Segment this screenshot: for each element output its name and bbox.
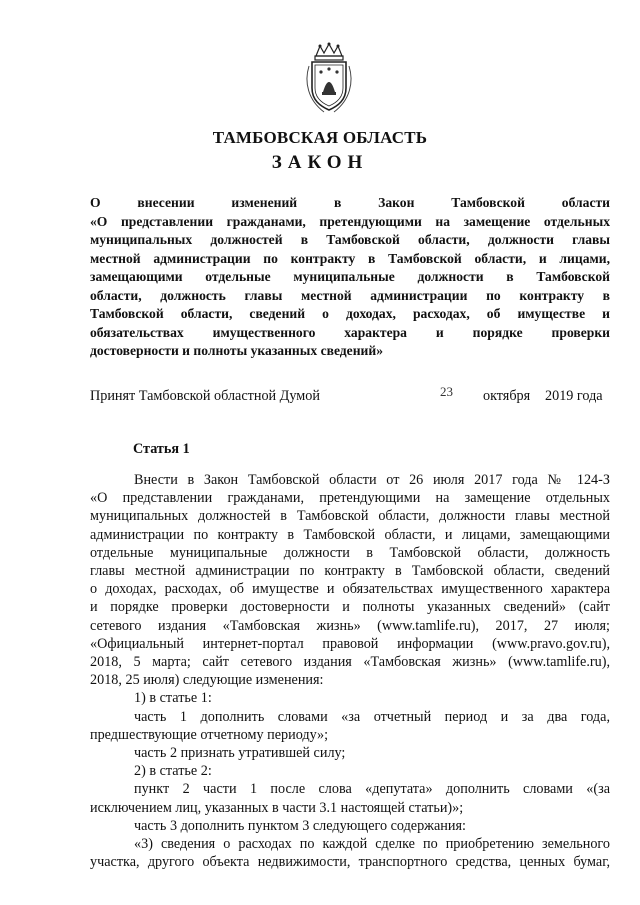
body-line: исключением лиц, указанных в части 3.1 настоящей статьи)»; [90,799,464,816]
body-line: 2018, 25 июля) следующие изменения: [90,672,324,689]
body-line: пункт 2 части 1 после слова «депутата» дополнить словами «(за [134,781,610,798]
title-line: достоверности и полноты указанных сведений» [90,343,384,358]
body-line: часть 2 признать утратившей силу; [134,745,346,762]
body-line: часть 1 дополнить словами «за отчетный период и за два года, [134,708,610,725]
body-line: «Официальный интернет-портал правовой информации (www.pravo.gov.ru), [90,635,610,652]
body-line: предшествующие отчетному периоду»; [90,726,329,743]
body-line: отдельные муниципальные должности в Тамбовской области, должность [90,544,610,561]
adoption-label: Принят Тамбовской областной Думой [90,388,320,404]
body-line: участка, другого объекта недвижимости, транспортного средства, ценных бумаг, [90,854,610,871]
title-line: «О представлении гражданами, претендующими на замещение отдельных [90,213,610,229]
law-title [90,194,610,361]
article-body [90,471,610,871]
body-line: Внести в Закон Тамбовской области от 26 июля 2017 года № 124-З [134,472,610,488]
title-line: области, должность главы местной администрации по контракту в [90,287,610,303]
body-line: муниципальных должностей в Тамбовской области, должности главы местной [90,508,610,525]
body-line: часть 3 дополнить пунктом 3 следующего содержания: [134,817,466,834]
adoption-day: 23 [440,384,453,399]
title-line: муниципальных должностей в Тамбовской области, должности главы [90,232,610,247]
title-line: обязательствах имущественного характера и порядке проверки [90,324,610,340]
adoption-month: октября [483,388,531,404]
body-line: о доходах, расходах, об имуществе и обязательствах имущественного характера [90,581,610,598]
body-line: сетевого издания «Тамбовская жизнь» (www.tamlife.ru), 2017, 27 июля; [90,617,610,634]
adoption-year: 2019 года [545,388,603,404]
article-heading: Статья 1 [133,441,190,457]
body-line: 2018, 5 марта; сайт сетевого издания «Тамбовская жизнь» (www.tamlife.ru), [90,654,610,671]
title-line: местной администрации по контракту в Тамбовской области, и лицами, [90,250,610,266]
body-line: 2) в статье 2: [134,763,212,780]
body-line: 1) в статье 1: [134,690,212,707]
document-type: ЗАКОН [271,152,369,173]
body-line: «О представлении гражданами, претендующими на замещение отдельных [90,490,610,507]
body-line: администрации по контракту в Тамбовской области, и лицами, замещающими [90,526,610,543]
coat-of-arms-icon [302,42,356,114]
body-line: главы местной администрации по контракту в Тамбовской области, сведений [90,563,610,580]
title-line: О внесении изменений в Закон Тамбовской области [90,195,610,210]
title-line: замещающими отдельные муниципальные должности в Тамбовской [90,269,610,284]
body-line: «3) сведения о расходах по каждой сделке по приобретению земельного [134,836,610,853]
title-line: Тамбовской области, сведений о доходах, расходах, об имуществе и [90,306,610,321]
body-line: и порядке проверки достоверности и полноты указанных сведений» (сайт [90,599,610,616]
region-name: ТАМБОВСКАЯ ОБЛАСТЬ [212,128,428,147]
